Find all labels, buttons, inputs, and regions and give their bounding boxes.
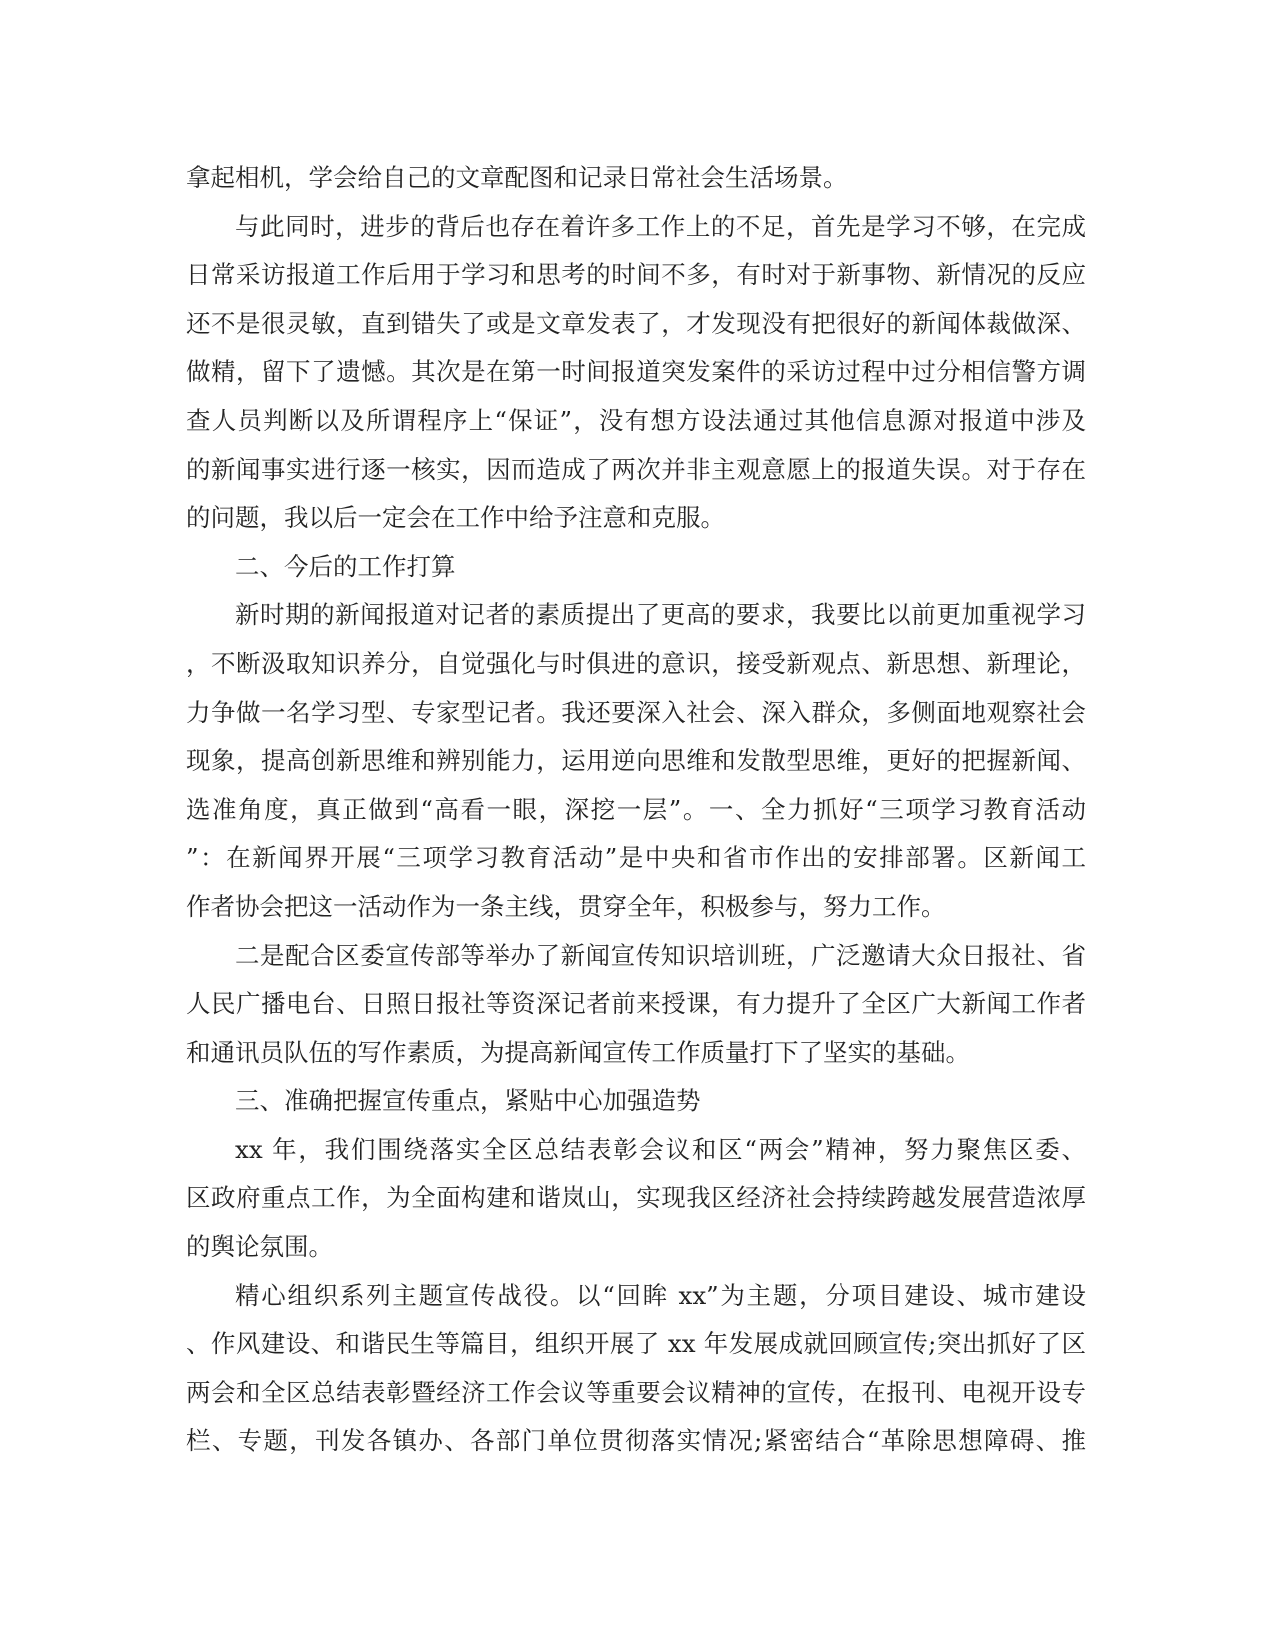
text-line: 还不是很灵敏，直到错失了或是文章发表了，才发现没有把很好的新闻体裁做深、	[186, 308, 1086, 338]
text-line: 新时期的新闻报道对记者的素质提出了更高的要求，我要比以前更加重视学习	[235, 600, 1086, 630]
text-line: 拿起相机，学会给自己的文章配图和记录日常社会生活场景。	[186, 163, 848, 192]
text-line: 的新闻事实进行逐一核实，因而造成了两次并非主观意愿上的报道失误。对于存在	[186, 454, 1086, 484]
text-line: 现象，提高创新思维和辨别能力，运用逆向思维和发散型思维，更好的把握新闻、	[186, 746, 1086, 776]
text-line: 选准角度，真正做到“高看一眼，深挖一层”。一、全力抓好“三项学习教育活动	[186, 794, 1086, 824]
text-line: 力争做一名学习型、专家型记者。我还要深入社会、深入群众，多侧面地观察社会	[186, 697, 1086, 727]
text-line: 三、准确把握宣传重点，紧贴中心加强造势	[235, 1086, 701, 1116]
text-line: xx 年，我们围绕落实全区总结表彰会议和区“两会”精神，努力聚焦区委、	[235, 1134, 1086, 1164]
text-line: 二是配合区委宣传部等举办了新闻宣传知识培训班，广泛邀请大众日报社、省	[235, 940, 1086, 970]
text-line: 栏、专题，刊发各镇办、各部门单位贯彻落实情况;紧密结合“革除思想障碍、推	[186, 1426, 1086, 1456]
text-line: 人民广播电台、日照日报社等资深记者前来授课，有力提升了全区广大新闻工作者	[186, 989, 1086, 1019]
text-line: 二、今后的工作打算	[235, 551, 456, 581]
text-line: ，不断汲取知识养分，自觉强化与时俱进的意识，接受新观点、新思想、新理论，	[186, 648, 1086, 678]
text-line: 的舆论氛围。	[186, 1232, 333, 1262]
document-body	[186, 154, 1086, 1466]
text-line: 精心组织系列主题宣传战役。以“回眸 xx”为主题，分项目建设、城市建设	[235, 1280, 1086, 1310]
text-line: 与此同时，进步的背后也存在着许多工作上的不足，首先是学习不够，在完成	[235, 211, 1086, 241]
text-line: 作者协会把这一活动作为一条主线，贯穿全年，积极参与，努力工作。	[186, 891, 946, 921]
text-line: 的问题，我以后一定会在工作中给予注意和克服。	[186, 503, 725, 533]
text-line: 做精，留下了遗憾。其次是在第一时间报道突发案件的采访过程中过分相信警方调	[186, 357, 1086, 387]
text-line: 区政府重点工作，为全面构建和谐岚山，实现我区经济社会持续跨越发展营造浓厚	[186, 1183, 1086, 1213]
text-line: 查人员判断以及所谓程序上“保证”，没有想方设法通过其他信息源对报道中涉及	[186, 405, 1086, 435]
text-line: 、作风建设、和谐民生等篇目，组织开展了 xx 年发展成就回顾宣传;突出抓好了区	[186, 1329, 1086, 1359]
text-line: ”：在新闻界开展“三项学习教育活动”是中央和省市作出的安排部署。区新闻工	[186, 843, 1086, 873]
text-line: 两会和全区总结表彰暨经济工作会议等重要会议精神的宣传，在报刊、电视开设专	[186, 1377, 1086, 1407]
text-line: 和通讯员队伍的写作素质，为提高新闻宣传工作质量打下了坚实的基础。	[186, 1037, 970, 1067]
text-line: 日常采访报道工作后用于学习和思考的时间不多，有时对于新事物、新情况的反应	[186, 260, 1086, 290]
